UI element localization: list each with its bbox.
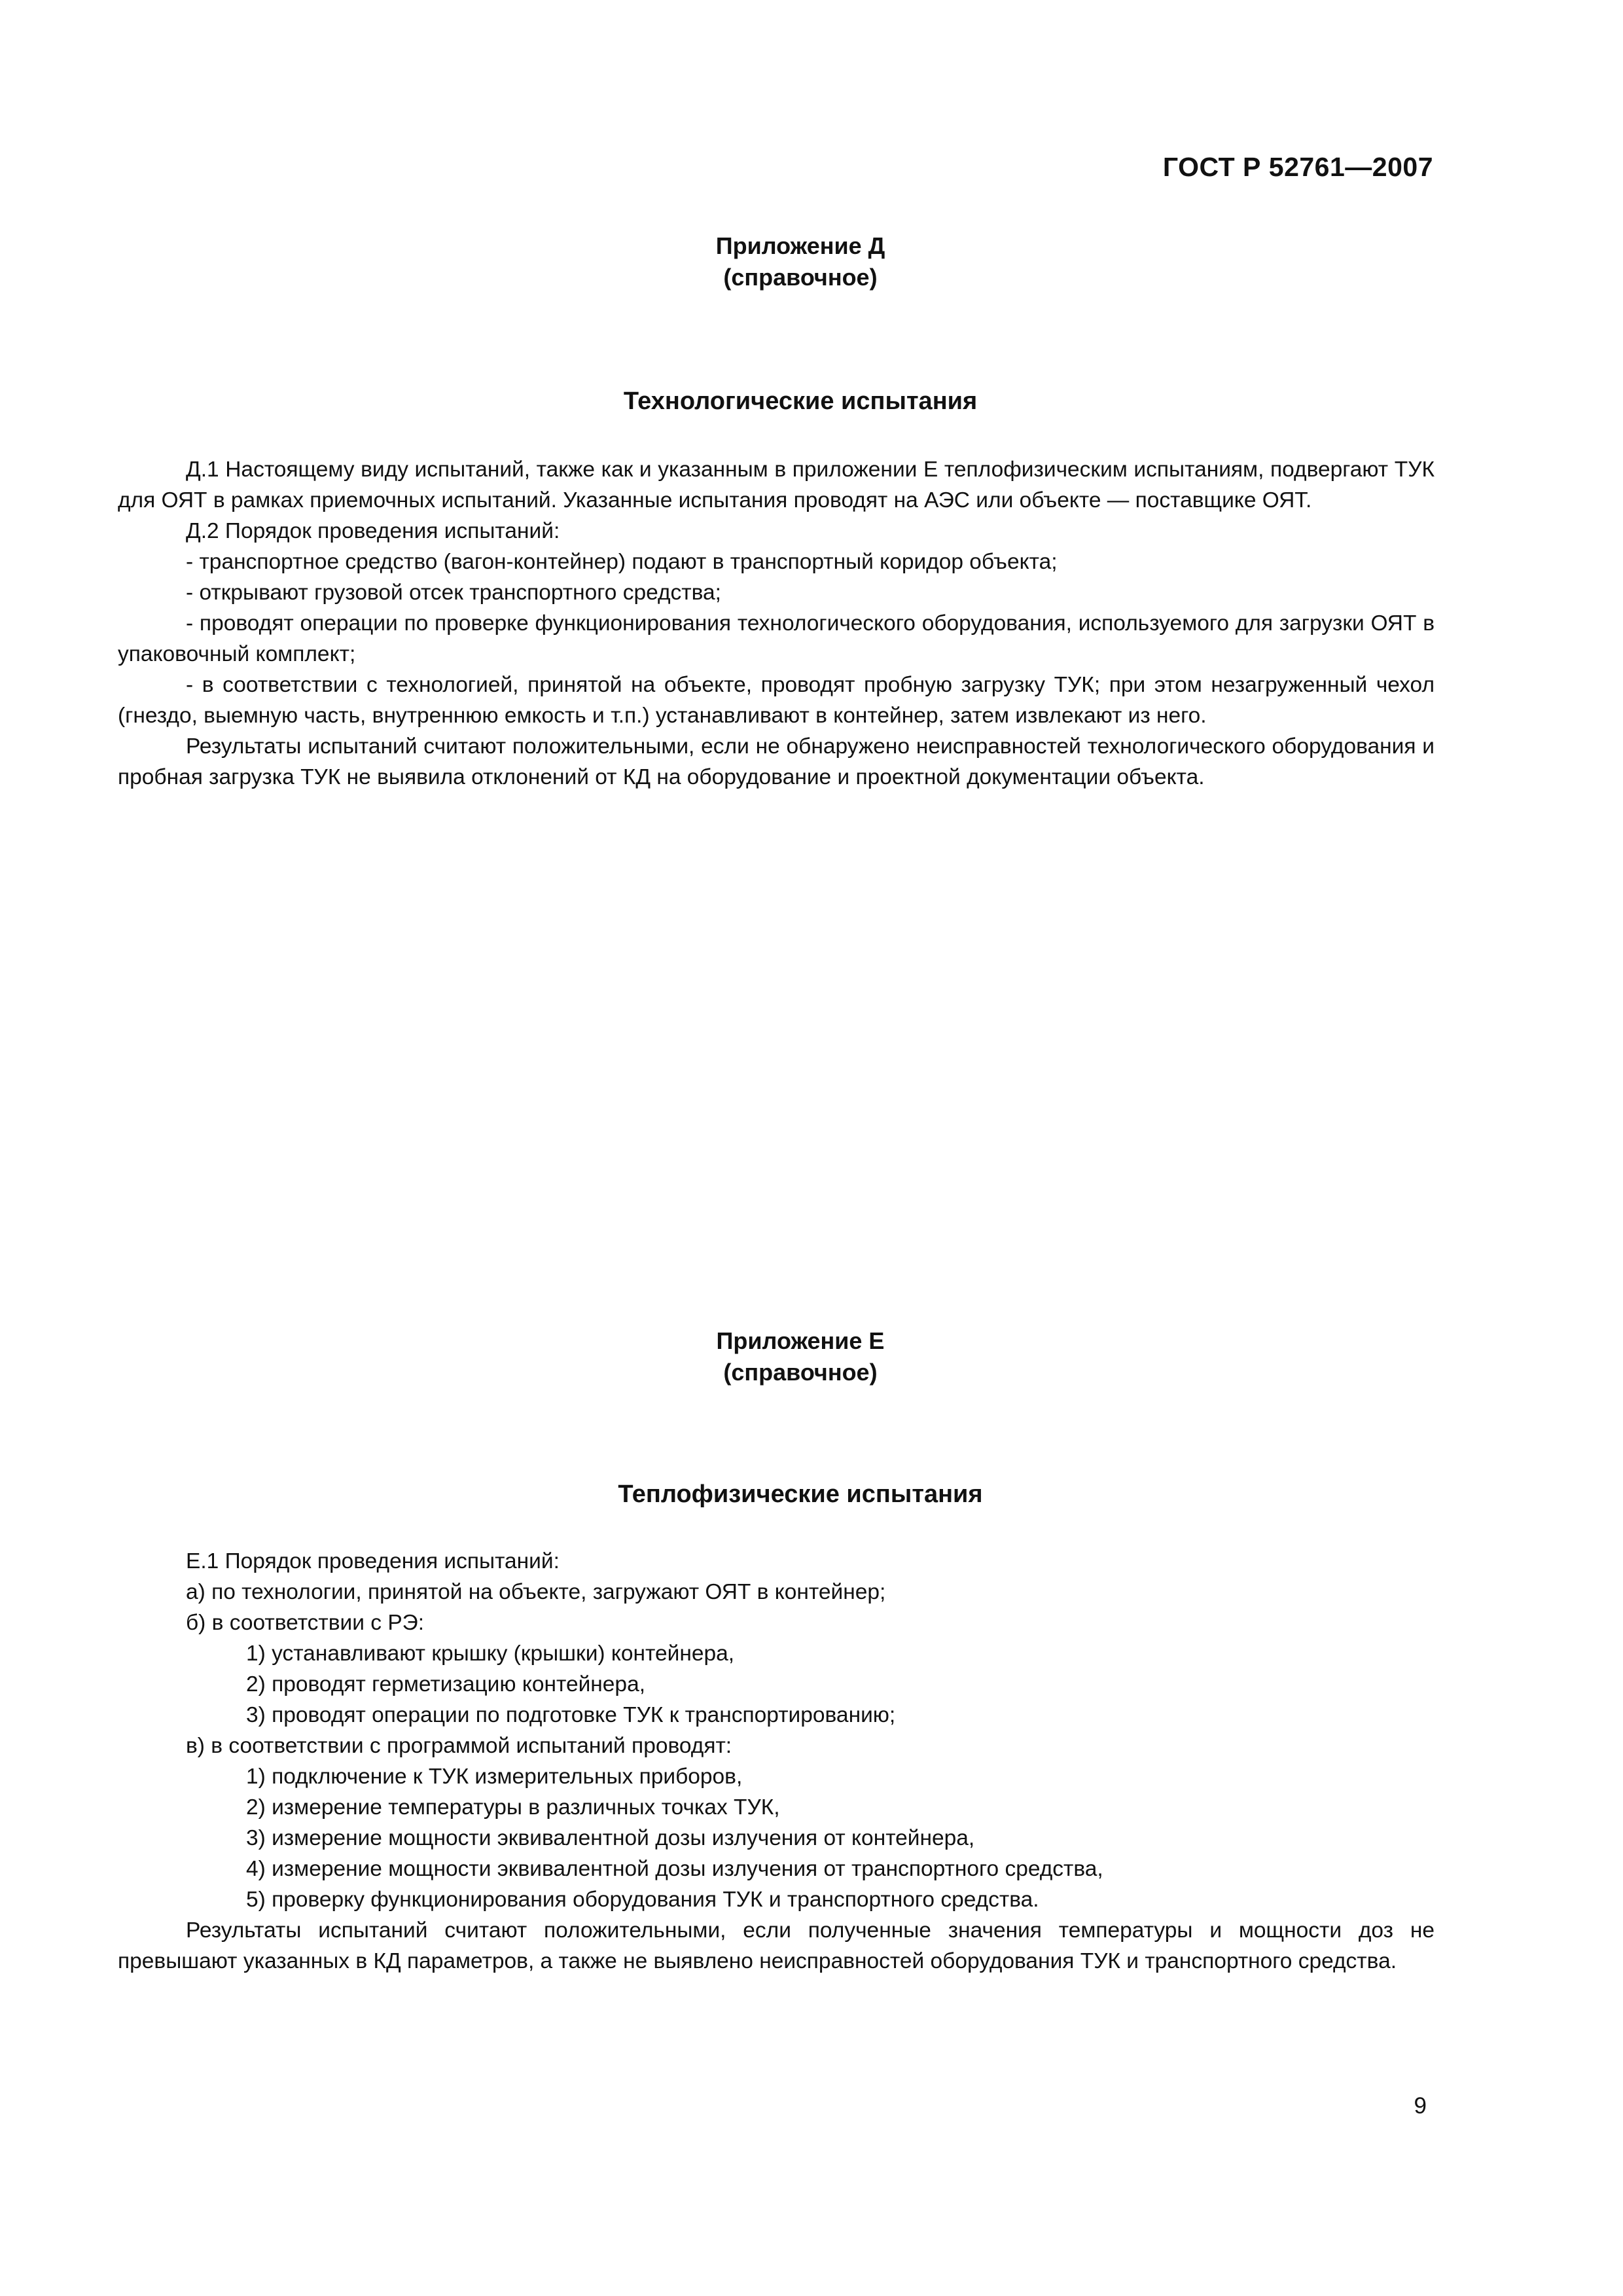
- annex-d-heading: [0, 230, 1612, 293]
- sub-item: 5) проверку функционирования оборудования ТУК и транспортного средства.: [246, 1888, 1039, 1912]
- annex-d-label: Приложение Д: [715, 232, 885, 259]
- annex-e-status: (справочное): [723, 1359, 878, 1386]
- sub-item: 3) измерение мощности эквивалентной дозы излучения от контейнера,: [246, 1826, 975, 1850]
- sub-item: 1) подключение к ТУК измерительных приборов,: [246, 1765, 743, 1789]
- list-item-b: б) в соответствии с РЭ:: [186, 1611, 425, 1635]
- page-number: 9: [1414, 2093, 1427, 2119]
- annex-d-title: Технологические испытания: [623, 387, 978, 415]
- annex-e-body: [118, 1546, 1435, 1977]
- list-item-c: в) в соответствии с программой испытаний проводят:: [186, 1734, 732, 1758]
- list-item: - открывают грузовой отсек транспортного средства;: [186, 581, 721, 605]
- standard-id-header: ГОСТ Р 52761—2007: [1162, 152, 1433, 182]
- paragraph-d-result: Результаты испытаний считают положительными, если не обнаружено неисправностей технологического оборудования и пробная загрузка ТУК не выявила отклонений от КД на оборудование и проектной документации объекта.: [118, 734, 1435, 789]
- list-item: - проводят операции по проверке функционирования технологического оборудования, используемого для загрузки ОЯТ в упаковочный комплект;: [118, 611, 1435, 666]
- annex-d-status: (справочное): [723, 264, 878, 291]
- list-item: - транспортное средство (вагон-контейнер) подают в транспортный коридор объекта;: [186, 550, 1058, 574]
- paragraph-e-result: Результаты испытаний считают положительными, если полученные значения температуры и мощности доз не превышают указанных в КД параметров, а также не выявлено неисправностей оборудования ТУК и транспортного средства.: [118, 1918, 1435, 1973]
- list-item: - в соответствии с технологией, принятой на объекте, проводят пробную загрузку ТУК; при этом незагруженный чехол (гнездо, выемную часть, внутреннюю емкость и т.п.) устанавливают в контейнер, затем извлекают из него.: [118, 673, 1435, 728]
- annex-e-title: Теплофизические испытания: [618, 1480, 983, 1508]
- paragraph-d1: Д.1 Настоящему виду испытаний, также как и указанным в приложении Е теплофизическим испытаниям, подвергают ТУК для ОЯТ в рамках приемочных испытаний. Указанные испытания проводят на АЭС или объекте — поставщике ОЯТ.: [118, 457, 1435, 512]
- sub-item: 4) измерение мощности эквивалентной дозы излучения от транспортного средства,: [246, 1857, 1103, 1881]
- sub-item: 2) проводят герметизацию контейнера,: [246, 1672, 646, 1696]
- list-item-a: а) по технологии, принятой на объекте, загружают ОЯТ в контейнер;: [186, 1580, 886, 1604]
- annex-e-label: Приложение Е: [716, 1327, 885, 1354]
- paragraph-d2: Д.2 Порядок проведения испытаний:: [186, 519, 560, 543]
- paragraph-e1: Е.1 Порядок проведения испытаний:: [186, 1549, 560, 1573]
- sub-item: 3) проводят операции по подготовке ТУК к транспортированию;: [246, 1703, 896, 1727]
- annex-e-heading: [0, 1325, 1612, 1388]
- sub-item: 1) устанавливают крышку (крышки) контейнера,: [246, 1641, 735, 1666]
- annex-d-body: [118, 454, 1435, 793]
- sub-item: 2) измерение температуры в различных точках ТУК,: [246, 1795, 780, 1820]
